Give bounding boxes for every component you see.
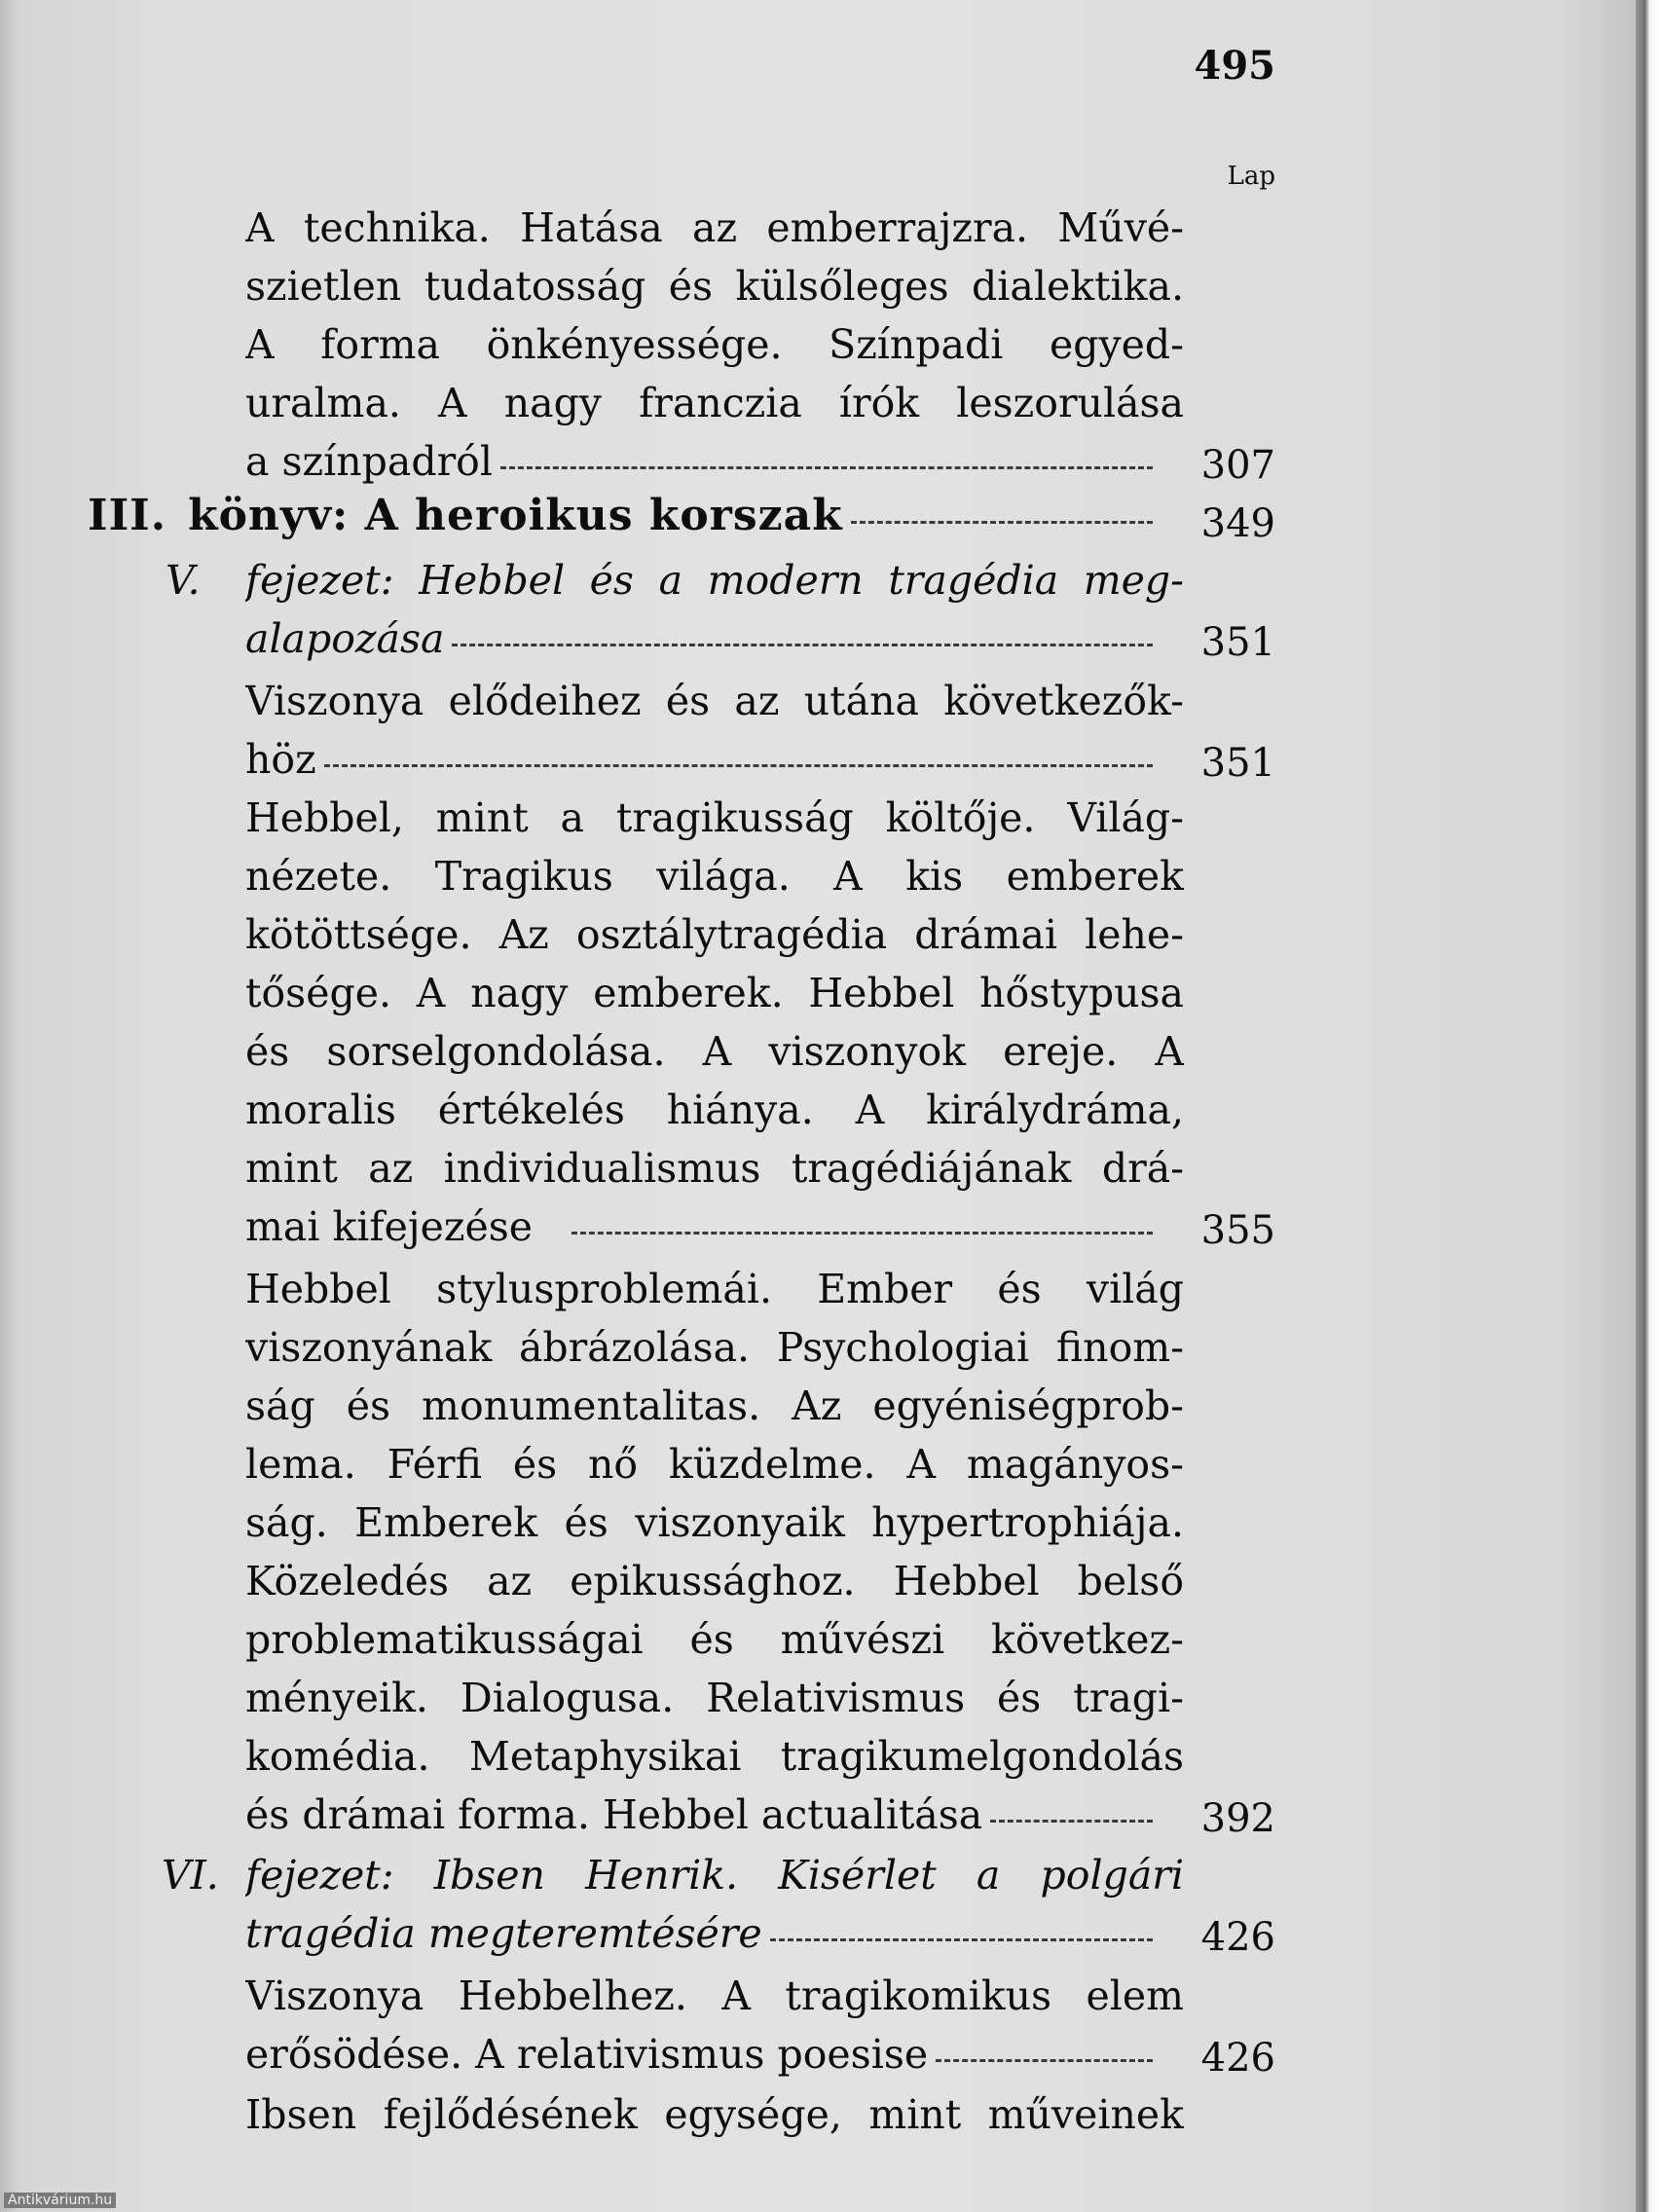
book-heading-line [88,489,1161,543]
toc-text-line: tősége. A nagy emberek. Hebbel hőstypusa [245,970,1184,1016]
dot-leader [571,1232,1153,1235]
toc-page-ref: 426 [1200,1915,1275,1960]
toc-text-line: és sorselgondolása. A viszonyok ereje. A [245,1028,1184,1075]
chapter-title-line: fejezet: Hebbel és a modern tragédia meg- [245,557,1184,604]
toc-text-line: ság és monumentalitas. Az egyéniségprob- [245,1382,1184,1429]
toc-entry-text: a színpadról [245,438,493,485]
toc-page-ref: 351 [1200,741,1275,786]
dot-leader [324,764,1153,767]
toc-page-ref: 307 [1200,443,1275,488]
toc-text-line: szietlen tudatosság és külsőleges dialektika. [245,263,1184,310]
dot-leader [500,466,1153,469]
dot-leader [770,1938,1153,1941]
watermark: Antikvárium.hu [4,2193,116,2208]
toc-text-line: uralma. A nagy franczia írók leszorulása [245,380,1184,426]
toc-entry-text: mai kifejezése [245,1203,534,1250]
toc-text-line: Ibsen fejlődésének egysége, mint műveinek [245,2091,1184,2138]
chapter-title-line: fejezet: Ibsen Henrik. Kisérlet a polgári [245,1852,1184,1899]
book-title: könyv: A heroikus korszak [188,491,843,540]
book-roman-numeral: III. [88,491,167,540]
chapter-title-end: alapozása [245,615,445,662]
toc-text-line: A technika. Hatása az emberrajzra. Művé- [245,204,1184,251]
toc-text-line: moralis értékelés hiánya. A királydráma, [245,1087,1184,1133]
toc-page-ref: 355 [1200,1208,1275,1253]
toc-text-line: problematikusságai és művészi következ- [245,1616,1184,1663]
toc-page-ref: 349 [1200,501,1275,546]
toc-text-line: Hebbel stylusproblemái. Ember és világ [245,1266,1184,1312]
toc-page-ref: 426 [1200,2036,1275,2081]
dot-leader [452,644,1153,646]
toc-entry-text: erősödése. A relativismus poesise [245,2031,929,2078]
toc-text-line: komédia. Metaphysikai tragikumelgondolás [245,1733,1184,1780]
toc-entry-line [245,2027,1161,2082]
chapter-title-line [245,611,1161,666]
toc-text-line: ság. Emberek és viszonyaik hypertrophiája. [245,1499,1184,1546]
chapter-roman-numeral: VI. [162,1852,219,1899]
chapter-title-end: tragédia megteremtésére [245,1910,762,1957]
toc-text-line: lema. Férfi és nő küzdelme. A magányos- [245,1441,1184,1488]
dot-leader [990,1820,1153,1823]
toc-entry-text: és drámai forma. Hebbel actualitása [245,1791,983,1838]
toc-text-line: nézete. Tragikus világa. A kis emberek [245,853,1184,900]
dot-leader [851,521,1153,524]
toc-text-line: A forma önkényessége. Színpadi egyed- [245,321,1184,368]
toc-text-line: Viszonya elődeihez és az utána következők- [245,678,1184,724]
page-edge [1636,0,1659,2212]
toc-text-line: mint az individualismus tragédiájának drá- [245,1145,1184,1192]
page-column-label: Lap [1227,162,1275,191]
toc-entry-line [245,1788,1161,1842]
toc-entry-text: höz [245,736,316,783]
toc-text-line: Közeledés az epikussághoz. Hebbel belső [245,1558,1184,1604]
toc-page-ref: 351 [1200,620,1275,665]
toc-text-line: viszonyának ábrázolása. Psychologiai finom- [245,1324,1184,1371]
chapter-roman-numeral: V. [166,557,201,604]
chapter-title-line [245,1906,1161,1961]
toc-text-line: ményeik. Dialogusa. Relativismus és tragi- [245,1675,1184,1721]
toc-text-line: Viszonya Hebbelhez. A tragikomikus elem [245,1972,1184,2019]
toc-entry-line [245,434,1161,489]
page-number: 495 [1194,43,1275,89]
toc-text-line: Hebbel, mint a tragikusság költője. Világ- [245,794,1184,841]
toc-text-line: kötöttsége. Az osztálytragédia drámai lehe- [245,911,1184,958]
toc-entry-line [245,1199,1161,1254]
toc-entry-line [245,732,1161,787]
dot-leader [936,2059,1153,2062]
toc-page-ref: 392 [1200,1796,1275,1841]
